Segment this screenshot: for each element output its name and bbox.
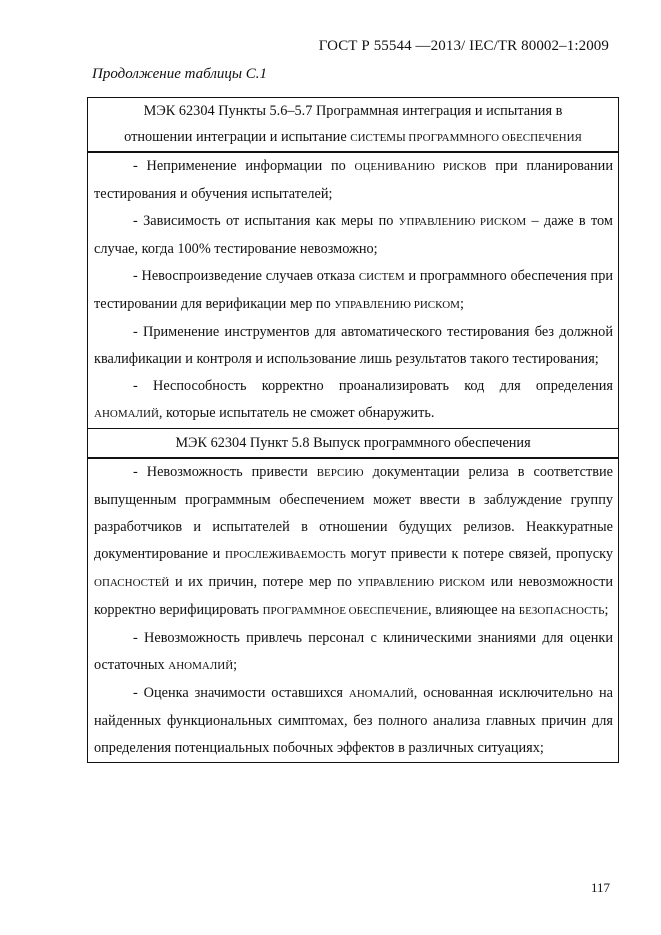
section-heading-software-release: МЭК 62304 Пункт 5.8 Выпуск программного обеспечения <box>88 428 618 459</box>
list-item: - Оценка значимости оставшихся АНОМАЛИЙ, основанная исключительно на найденных функциональных симптомах, без полного анализа главных причин для определения потенциальных побочных эффектов в различных ситуациях; <box>94 685 613 756</box>
list-item: - Неспособность корректно проанализировать код для определения АНОМАЛИЙ, которые испытатель не сможет обнаружить. <box>94 378 613 421</box>
section-body-integration-testing <box>88 153 618 428</box>
list-item: - Неприменение информации по ОЦЕНИВАНИЮ РИСКОВ при планировании тестирования и обучения испытателей; <box>94 158 613 202</box>
section-heading-term: СИСТЕМЫ ПРОГРАММНОГО ОБЕСПЕЧЕНИЯ <box>350 132 582 144</box>
table-continuation-label: Продолжение таблицы С.1 <box>92 66 268 82</box>
list-item: - Невоспроизведение случаев отказа СИСТЕМ и программного обеспечения при тестировании для верификации мер по УПРАВЛЕНИЮ РИСКОМ; <box>94 268 614 312</box>
page-number: 117 <box>591 880 611 895</box>
list-item: - Зависимость от испытания как меры по УПРАВЛЕНИЮ РИСКОМ – даже в том случае, когда 100% тестирование невозможно; <box>94 213 613 257</box>
section-heading-integration-testing <box>88 98 618 153</box>
document-header: ГОСТ Р 55544 —2013/ IEC/TR 80002–1:2009 <box>318 38 609 54</box>
section-body-software-release <box>88 459 618 762</box>
section-heading-line2: отношении интеграции и испытание <box>124 129 351 145</box>
section-heading-line1: МЭК 62304 Пункты 5.6–5.7 Программная интеграция и испытания в <box>143 103 563 119</box>
requirements-table <box>87 97 619 763</box>
list-item: - Невозможность привлечь персонал с клиническими знаниями для оценки остаточных АНОМАЛИЙ; <box>94 630 613 673</box>
list-item: - Невозможность привести ВЕРСИЮ документации релиза в соответствие выпущенным программным обеспечением может ввести в заблуждение группу разработчиков и испытателей в отношении будущих релизов. Неаккуратные документирование и ПРОСЛЕЖИВАЕМОСТЬ могут привести к потере связей, пропуску ОПАСНОСТЕЙ и их причин, потере мер по УПРАВЛЕНИЮ РИСКОМ или невозможности корректно верифицировать ПРОГРАММНОЕ ОБЕСПЕЧЕНИЕ, влияющее на БЕЗОПАСНОСТЬ; <box>94 464 613 618</box>
list-item: - Применение инструментов для автоматического тестирования без должной квалификации и контроля и использование лишь результатов такого тестирования; <box>94 324 613 367</box>
